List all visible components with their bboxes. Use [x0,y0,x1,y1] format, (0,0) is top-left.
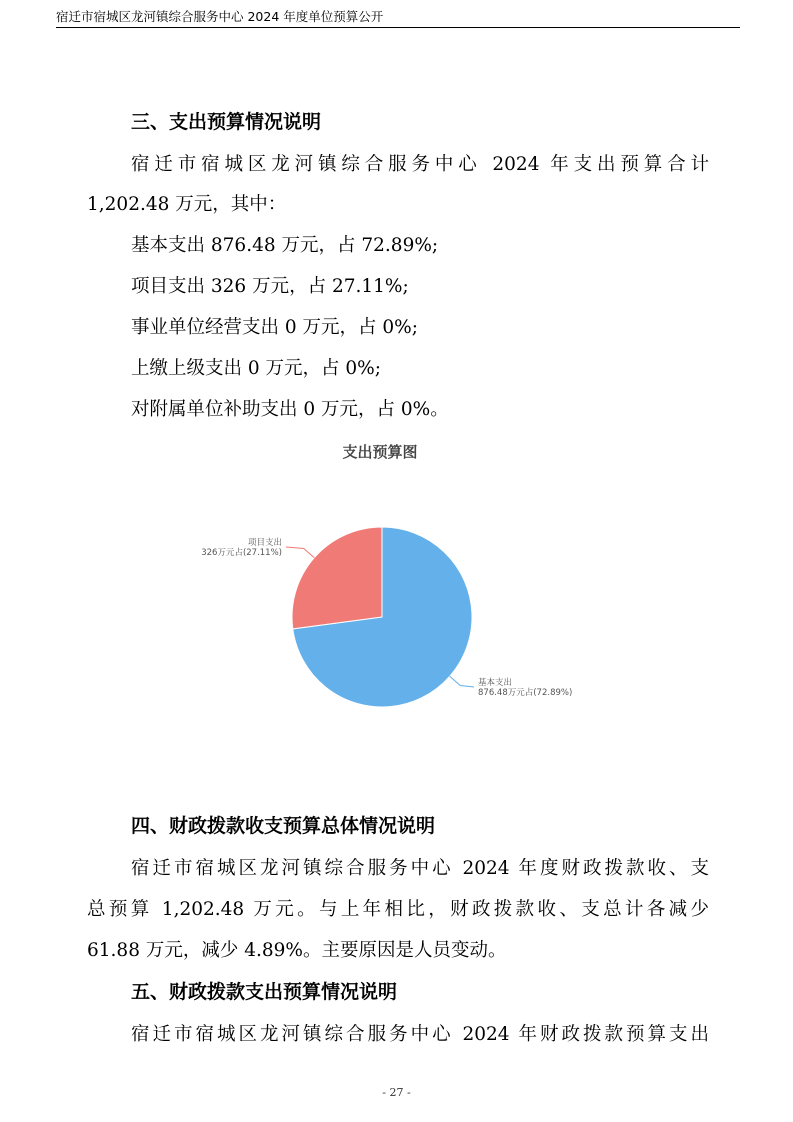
section-4-line-2: 总预算 1,202.48 万元。与上年相比，财政拨款收、支总计各减少 [87,899,709,920]
section-5-line-1: 宿迁市宿城区龙河镇综合服务中心 2024 年财政拨款预算支出 [131,1024,709,1045]
section-3-paragraph-line-2: 1,202.48 万元，其中： [87,194,287,215]
expense-item-upper-level: 上缴上级支出 0 万元，占 0%; [131,358,381,379]
pie-label-value-basic: 876.48万元占(72.89%) [478,688,573,698]
pie-leader-line-basic [450,676,474,687]
section-4-line-3: 61.88 万元，减少 4.89%。主要原因是人员变动。 [87,940,507,961]
section-4-heading: 四、财政拨款收支预算总体情况说明 [131,815,436,837]
pie-slice-project [292,527,382,629]
expense-item-business: 事业单位经营支出 0 万元，占 0%; [131,317,418,338]
chart-title: 支出预算图 [342,443,418,461]
expense-item-project: 项目支出 326 万元，占 27.11%; [131,276,409,297]
page-header: 宿迁市宿城区龙河镇综合服务中心 2024 年度单位预算公开 [56,6,740,28]
page-number: - 27 - [382,1086,411,1099]
section-4-line-1: 宿迁市宿城区龙河镇综合服务中心 2024 年度财政拨款收、支 [131,858,709,879]
pie-label-name-project: 项目支出 [247,538,282,548]
section-5-heading: 五、财政拨款支出预算情况说明 [131,981,398,1003]
expense-item-subsidiary: 对附属单位补助支出 0 万元，占 0%。 [131,399,449,420]
pie-leader-line-project [286,547,314,558]
pie-label-value-project: 326万元占(27.11%) [201,548,282,558]
expense-item-basic: 基本支出 876.48 万元，占 72.89%; [131,235,439,256]
section-3-paragraph-line-1: 宿迁市宿城区龙河镇综合服务中心 2024 年支出预算合计 [131,154,709,175]
section-3-heading: 三、支出预算情况说明 [131,111,322,133]
pie-label-name-basic: 基本支出 [478,678,513,688]
